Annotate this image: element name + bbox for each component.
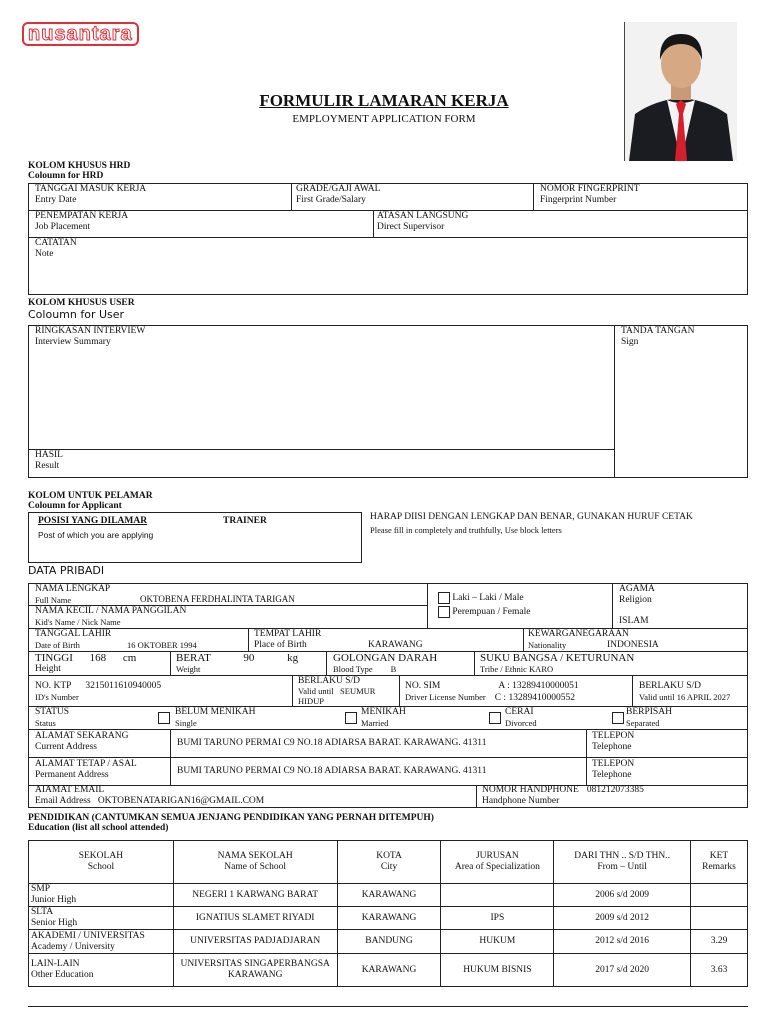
grade-field[interactable]: GRADE/GAJI AWAL First Grade/Salary xyxy=(296,184,381,205)
sim-valid-field[interactable]: BERLAKU S/D Valid until 16 APRIL 2027 xyxy=(639,681,731,702)
city-cell[interactable]: KARAWANG xyxy=(337,884,441,907)
male-checkbox[interactable] xyxy=(438,592,450,604)
nationality-value: INDONESIA xyxy=(607,640,659,650)
education-header-row xyxy=(29,841,748,884)
applicant-section-heading: KOLOM UNTUK PELAMAR Coloumn for Applicant xyxy=(28,491,153,511)
position-value: TRAINER xyxy=(223,516,267,526)
entry-date-field[interactable]: TANGGAI MASUK KERJA Entry Date xyxy=(35,184,147,205)
current-phone-field[interactable]: TELEPON Telephone xyxy=(592,731,635,752)
blood-type-field[interactable]: GOLONGAN DARAH Blood Type B xyxy=(333,652,438,674)
full-name-field[interactable]: NAMA LENGKAP Full Name xyxy=(35,584,111,605)
col-major: JURUSAN Area of Specialization xyxy=(441,841,554,884)
sim-valid-value: 16 APRIL 2027 xyxy=(676,692,731,702)
table-row xyxy=(29,907,748,930)
permanent-address-field[interactable]: ALAMAT TETAP / ASAL Permanent Address xyxy=(35,759,137,780)
dob-field[interactable]: TANGGAL LAHIR Date of Birth xyxy=(35,629,112,650)
status-married-option[interactable]: MENIKAH Married xyxy=(361,707,406,728)
table-row xyxy=(29,930,748,954)
tribe-field[interactable]: SUKU BANGSA / KETURUNAN Tribe / Ethnic KARO xyxy=(480,652,635,674)
city-cell[interactable]: KARAWANG xyxy=(337,954,441,987)
married-checkbox[interactable] xyxy=(345,712,357,724)
separated-checkbox[interactable] xyxy=(612,712,624,724)
blood-type-value: B xyxy=(390,664,397,674)
years-cell[interactable]: 2017 s/d 2020 xyxy=(554,954,691,987)
pob-field[interactable]: TEMPAT LAHIR Place of Birth xyxy=(254,629,322,650)
status-field: STATUS Status xyxy=(35,707,70,728)
placement-field[interactable]: PENEMPATAN KERJA Job Placement xyxy=(35,211,129,232)
remarks-cell[interactable]: 3.29 xyxy=(691,930,748,954)
major-cell[interactable]: HUKUM xyxy=(441,930,554,954)
remarks-cell[interactable] xyxy=(691,884,748,907)
remarks-cell[interactable]: 3.63 xyxy=(691,954,748,987)
school-name-cell[interactable]: IGNATIUS SLAMET RIYADI xyxy=(173,907,337,930)
supervisor-field[interactable]: ATASAN LANGSUNG Direct Supervisor xyxy=(377,211,469,232)
status-single-option[interactable]: BELUM MENIKAH Single xyxy=(175,707,256,728)
sim-field[interactable]: NO. SIM A : 13289410000051 Driver License Number C : 13289410000552 xyxy=(405,681,579,703)
table-row xyxy=(29,884,748,907)
height-value: 168 xyxy=(89,652,107,664)
years-cell[interactable]: 2006 s/d 2009 xyxy=(554,884,691,907)
note-field[interactable]: CATATAN Note xyxy=(35,238,77,259)
city-cell[interactable]: BANDUNG xyxy=(337,930,441,954)
major-cell[interactable] xyxy=(441,884,554,907)
height-field[interactable]: TINGGI 168 cm Height xyxy=(35,652,137,674)
handphone-field[interactable]: NOMOR HANDPHONE 081212073385 Handphone Number xyxy=(482,785,644,806)
religion-value: ISLAM xyxy=(619,616,649,626)
level-cell: SMP Junior High xyxy=(29,884,174,907)
remarks-cell[interactable] xyxy=(691,907,748,930)
weight-value: 90 xyxy=(243,652,255,664)
divorced-checkbox[interactable] xyxy=(489,712,501,724)
instruction: HARAP DIISI DENGAN LENGKAP DAN BENAR, GUNAKAN HURUF CETAK Please fill in completely and truthfully, Use block letters xyxy=(370,512,693,535)
school-name-cell[interactable]: UNIVERSITAS SINGAPERBANGSA KARAWANG xyxy=(173,954,337,987)
dob-value: 16 OKTOBER 1994 xyxy=(127,640,197,650)
company-logo: nusantara xyxy=(22,22,139,46)
position-en: Post of which you are applying xyxy=(38,530,154,540)
email-field[interactable]: AIAMAT EMAIL Email Address OKTOBENATARIGAN16@GMAIL.COM xyxy=(35,785,265,806)
years-cell[interactable]: 2012 s/d 2016 xyxy=(554,930,691,954)
email-value: OKTOBENATARIGAN16@GMAIL.COM xyxy=(97,796,265,806)
education-section-heading: PENDIDIKAN (CANTUMKAN SEMUA JENJANG PENDIDIKAN YANG PERNAH DITEMPUH) Education (list all school attended) xyxy=(28,813,434,833)
table-row xyxy=(29,954,748,987)
footer-rule xyxy=(28,1006,748,1007)
ktp-valid-field[interactable]: BERLAKU S/D Valid until SEUMUR HIDUP xyxy=(298,676,376,706)
major-cell[interactable]: HUKUM BISNIS xyxy=(441,954,554,987)
years-cell[interactable]: 2009 s/d 2012 xyxy=(554,907,691,930)
sim-a-value: A : 13289410000051 xyxy=(498,681,579,691)
user-section-heading: KOLOM KHUSUS USER Coloumn for User xyxy=(28,298,135,321)
status-divorced-option[interactable]: CERAI Divorced xyxy=(505,707,537,728)
form-title: FORMULIR LAMARAN KERJA xyxy=(259,91,509,110)
col-school-name: NAMA SEKOLAH Name of School xyxy=(173,841,337,884)
pob-value: KARAWANG xyxy=(368,640,423,650)
school-name-cell[interactable]: NEGERI 1 KARWANG BARAT xyxy=(173,884,337,907)
weight-field[interactable]: BERAT 90 kg Weight xyxy=(176,652,299,674)
col-city: KOTA City xyxy=(337,841,441,884)
nationality-field[interactable]: KEWARGANEGARAAN Nationality xyxy=(528,629,629,650)
gender-female-option[interactable]: Perempuan / Female xyxy=(438,606,530,618)
religion-field[interactable]: AGAMA Religion xyxy=(619,584,655,605)
level-cell: SLTA Senior High xyxy=(29,907,174,930)
tribe-value: KARO xyxy=(529,664,554,674)
position-label: POSISI YANG DILAMAR xyxy=(38,516,148,526)
permanent-address-value: BUMI TARUNO PERMAI C9 NO.18 ADIARSA BARAT. KARAWANG. 41311 xyxy=(177,766,487,776)
school-name-cell[interactable]: UNIVERSITAS PADJADJARAN xyxy=(173,930,337,954)
form-subtitle: EMPLOYMENT APPLICATION FORM xyxy=(292,113,476,125)
level-cell: AKADEMI / UNIVERSITAS Academy / University xyxy=(29,930,174,954)
personal-section-heading: DATA PRIBADI xyxy=(28,564,105,577)
ktp-valid-value: SEUMUR HIDUP xyxy=(298,686,376,706)
ktp-field[interactable]: NO. KTP 3215011610940005 ID's Number xyxy=(35,681,162,702)
col-school: SEKOLAH School xyxy=(29,841,174,884)
interview-summary-field[interactable]: RINGKASAN INTERVIEW Interview Summary xyxy=(35,326,146,347)
current-address-value: BUMI TARUNO PERMAI C9 NO.18 ADIARSA BARAT. KARAWANG. 41311 xyxy=(177,738,487,748)
handphone-value: 081212073385 xyxy=(586,785,644,795)
major-cell[interactable]: IPS xyxy=(441,907,554,930)
col-remarks: KET Remarks xyxy=(691,841,748,884)
sign-field[interactable]: TANDA TANGAN Sign xyxy=(621,326,695,347)
female-checkbox[interactable] xyxy=(438,606,450,618)
hrd-section-heading: KOLOM KHUSUS HRD Coloumn for HRD xyxy=(28,161,131,181)
education-table xyxy=(28,840,748,987)
level-cell: LAIN-LAIN Other Education xyxy=(29,954,174,987)
city-cell[interactable]: KARAWANG xyxy=(337,907,441,930)
single-checkbox[interactable] xyxy=(158,712,170,724)
status-separated-option[interactable]: BERPISAH Separated xyxy=(626,707,672,728)
current-address-field[interactable]: ALAMAT SEKARANG Current Address xyxy=(35,731,129,752)
sim-c-value: C : 13289410000552 xyxy=(494,693,575,703)
full-name-value: OKTOBENA FERDHALINTA TARIGAN xyxy=(140,594,295,604)
col-years: DARI THN .. S/D THN.. From – Until xyxy=(554,841,691,884)
permanent-phone-field[interactable]: TELEPON Telephone xyxy=(592,759,635,780)
fingerprint-field[interactable]: NOMOR FINGERPRINT Fingerprint Number xyxy=(540,184,640,205)
gender-male-option[interactable]: Laki – Laki / Male xyxy=(438,592,524,604)
nick-name-field[interactable]: NAMA KECIL / NAMA PANGGILAN Kid's Name / Nick Name xyxy=(35,606,187,627)
ktp-value: 3215011610940005 xyxy=(85,681,162,691)
result-field[interactable]: HASIL Result xyxy=(35,450,63,471)
